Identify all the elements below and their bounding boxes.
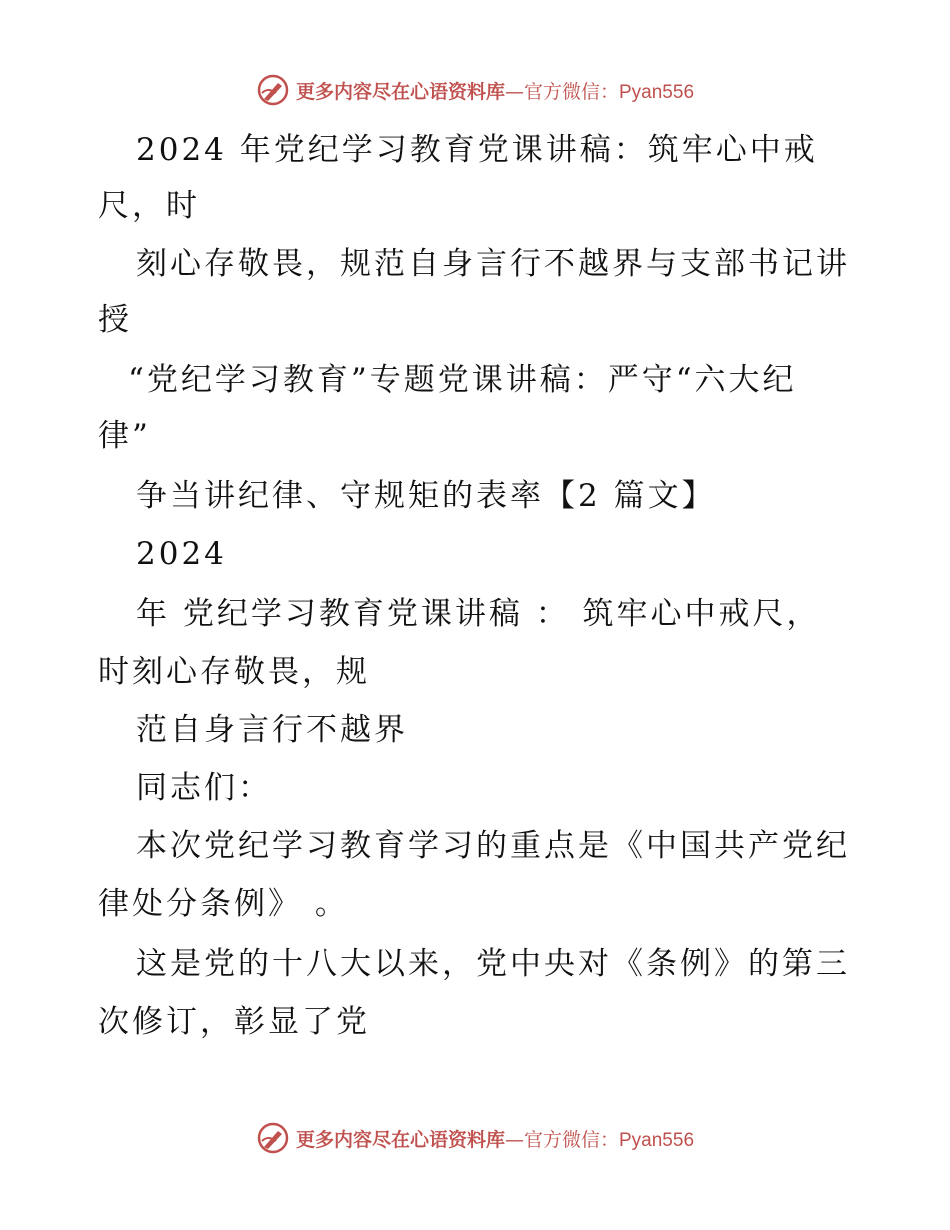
pen-circle-logo-icon <box>256 1121 290 1155</box>
banner-site-text: 更多内容尽在心语资料库 <box>295 1128 505 1151</box>
pen-circle-logo-icon <box>256 73 290 107</box>
text-line-4: 授 <box>98 302 132 338</box>
text-line-2: 尺，时 <box>98 188 200 224</box>
banner-separator: — <box>504 1128 524 1151</box>
banner-text <box>296 77 694 104</box>
text-line-10: 时刻心存敬畏，规 <box>98 654 370 690</box>
banner-label: 官方微信： <box>523 1128 619 1151</box>
text-line-7: 争当讲纪律、守规矩的表率【2 篇文】 <box>136 478 716 514</box>
text-line-8: 2024 <box>136 536 227 572</box>
banner-wechat-id: Pyan556 <box>619 81 695 103</box>
text-line-3: 刻心存敬畏，规范自身言行不越界与支部书记讲 <box>136 246 850 282</box>
header-banner <box>0 70 950 110</box>
banner-label: 官方微信： <box>523 80 619 103</box>
banner-site-text: 更多内容尽在心语资料库 <box>295 80 505 103</box>
footer-banner <box>0 1118 950 1158</box>
text-line-5: “党纪学习教育”专题党课讲稿：严守“六大纪 <box>128 362 797 398</box>
text-line-11: 范自身言行不越界 <box>136 712 408 748</box>
text-line-12: 同志们： <box>136 770 272 806</box>
text-line-1: 2024 年党纪学习教育党课讲稿：筑牢心中戒 <box>136 132 818 168</box>
text-line-13: 本次党纪学习教育学习的重点是《中国共产党纪 <box>136 828 850 864</box>
text-line-6: 律” <box>98 418 151 454</box>
text-line-16: 次修订，彰显了党 <box>98 1004 370 1040</box>
text-line-9: 年 党纪学习教育党课讲稿 ： 筑牢心中戒尺， <box>136 596 821 632</box>
banner-text <box>296 1125 694 1152</box>
text-line-14: 律处分条例》 。 <box>98 886 349 922</box>
banner-wechat-id: Pyan556 <box>619 1129 695 1151</box>
banner-separator: — <box>504 80 524 103</box>
text-line-15: 这是党的十八大以来，党中央对《条例》的第三 <box>136 946 850 982</box>
